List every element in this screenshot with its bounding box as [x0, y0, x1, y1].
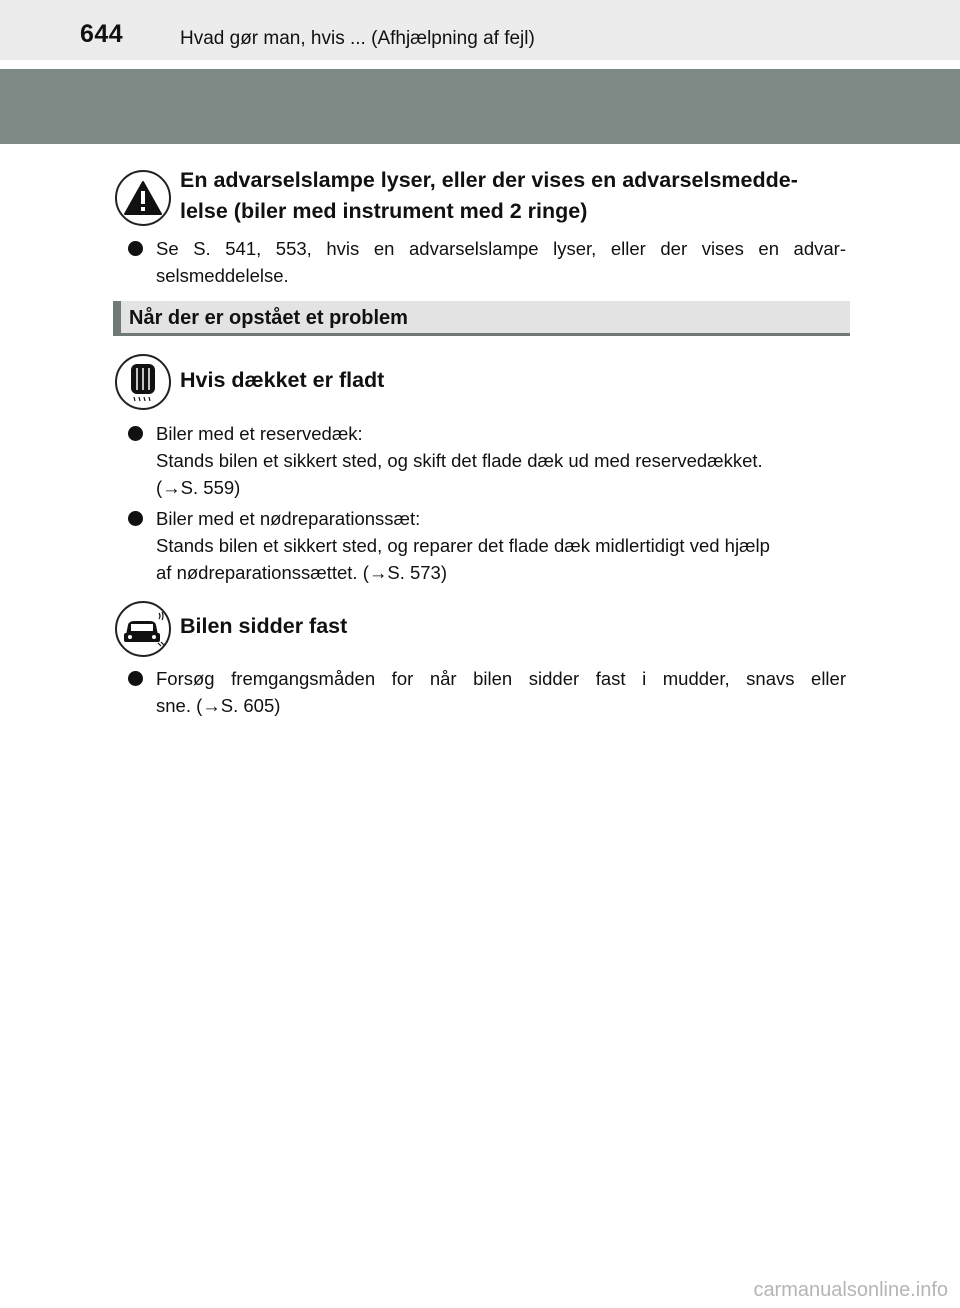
stuck-car-icon — [115, 601, 171, 657]
stuck-bullet-line2: sne. (→S. 605) — [156, 695, 281, 716]
warning-bullet-line2: selsmeddelelse. — [156, 265, 289, 286]
bullet-icon — [128, 671, 143, 686]
page-number: 644 — [80, 20, 124, 48]
footer-watermark: carmanualsonline.info — [753, 1279, 948, 1301]
problem-heading: Når der er opstået et problem — [129, 307, 408, 329]
warning-triangle-icon — [115, 170, 171, 226]
flat-tire-bullet2-line2: Stands bilen et sikkert sted, og reparer det flade dæk midlertidigt ved hjælp — [156, 535, 770, 556]
stuck-bullet-line1: Forsøg fremgangsmåden for når bilen sidder fast i mudder, snavs eller — [156, 668, 846, 689]
warning-title-line2: lelse (biler med instrument med 2 ringe) — [180, 199, 588, 223]
stuck-title: Bilen sidder fast — [180, 614, 348, 638]
bullet-icon — [128, 511, 143, 526]
warning-bullet — [128, 235, 846, 289]
bullet-icon — [128, 241, 143, 256]
stuck-bullet — [128, 665, 846, 719]
warning-title-line1: En advarselslampe lyser, eller der vises en advarselsmedde- — [180, 168, 798, 192]
page-header-bar — [0, 0, 960, 60]
warning-bullet-line1: Se S. 541, 553, hvis en advarselslampe lyser, eller der vises en advar- — [156, 238, 846, 259]
flat-tire-icon — [115, 354, 171, 410]
bullet-icon — [128, 426, 143, 441]
header-band — [0, 69, 960, 144]
warning-section-title — [180, 165, 798, 227]
flat-tire-bullet1-line2: Stands bilen et sikkert sted, og skift det flade dæk ud med reservedækket. — [156, 450, 763, 471]
flat-tire-bullet2-line3: af nødreparationssættet. (→S. 573) — [156, 562, 447, 583]
flat-tire-bullet1-line3: (→S. 559) — [156, 477, 241, 498]
problem-heading-box — [113, 301, 850, 336]
flat-tire-bullet2-line1: Biler med et nødreparationssæt: — [156, 508, 421, 529]
flat-tire-bullet1-line1: Biler med et reservedæk: — [156, 423, 363, 444]
flat-tire-title: Hvis dækket er fladt — [180, 368, 385, 392]
flat-tire-bullet-repair-kit — [128, 505, 846, 586]
page-header-title: Hvad gør man, hvis ... (Afhjælpning af fejl) — [180, 28, 535, 49]
flat-tire-bullet-spare — [128, 420, 846, 501]
